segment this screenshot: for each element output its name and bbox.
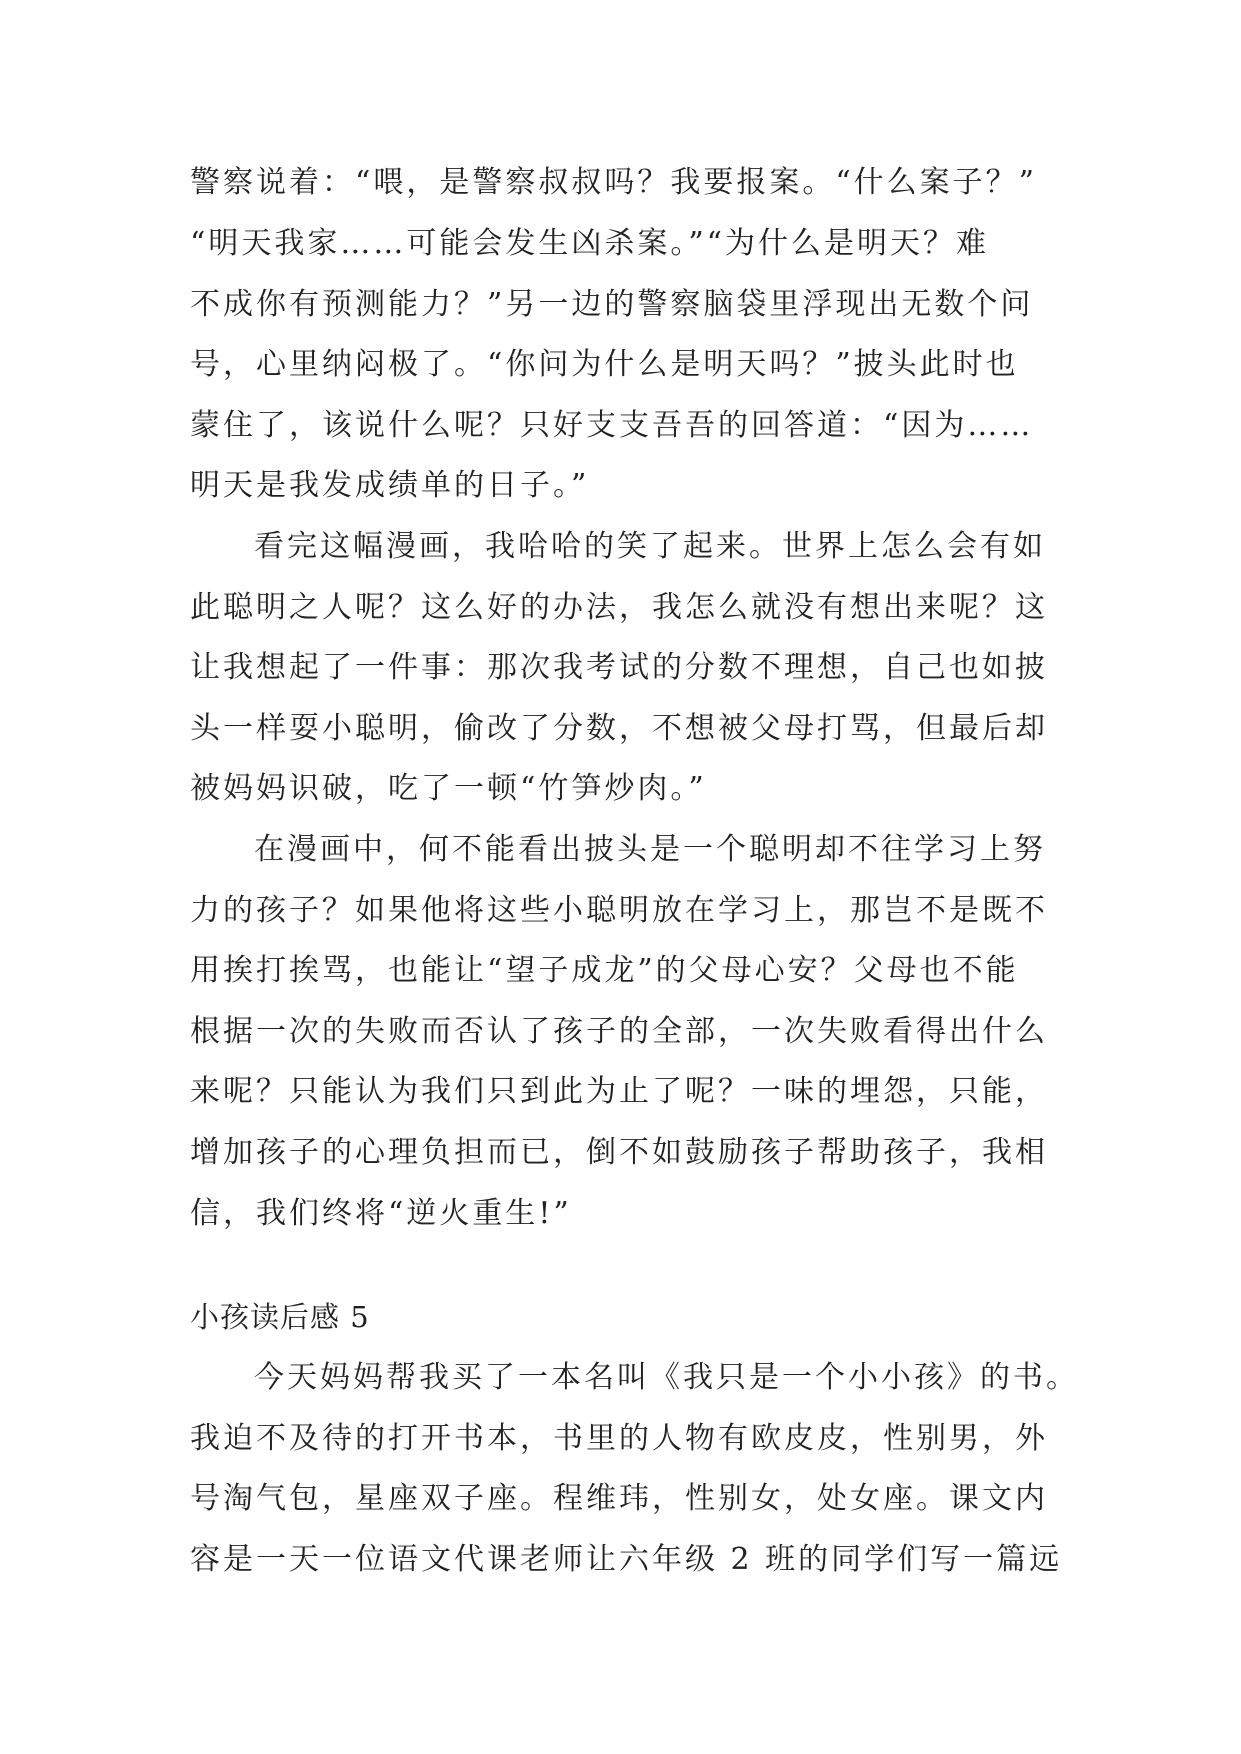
paragraph-line: 明天是我发成绩单的日子。” [190,468,590,503]
paragraph-line: 我迫不及待的打开书本，书里的人物有欧皮皮，性别男，外 [190,1421,1048,1456]
paragraph-line: 蒙住了，该说什么呢？只好支支吾吾的回答道：“因为…… [190,408,1034,443]
paragraph-line: 让我想起了一件事：那次我考试的分数不理想，自己也如披 [190,650,1048,685]
paragraph-line: 来呢？只能认为我们只到此为止了呢？一味的埋怨，只能， [190,1074,1048,1109]
paragraph-line: 被妈妈识破，吃了一顿“竹笋炒肉。” [190,771,707,806]
paragraph-line: 号，心里纳闷极了。“你问为什么是明天吗？”披头此时也 [190,347,1019,382]
paragraph-line: 头一样耍小聪明，偷改了分数，不想被父母打骂，但最后却 [190,711,1048,746]
paragraph-line: 看完这幅漫画，我哈哈的笑了起来。世界上怎么会有如 [254,529,1046,564]
paragraph-line: 容是一天一位语文代课老师让六年级 2 班的同学们写一篇远 [190,1542,1063,1577]
paragraph-line: 不成你有预测能力？”另一边的警察脑袋里浮现出无数个问 [190,287,1034,322]
paragraph-line: 增加孩子的心理负担而已，倒不如鼓励孩子帮助孩子，我相 [190,1135,1048,1170]
paragraph-line: 在漫画中，何不能看出披头是一个聪明却不往学习上努 [254,832,1046,867]
paragraph-line: 信，我们终将“逆火重生!” [190,1196,572,1231]
section-heading: 小孩读后感 5 [190,1300,370,1334]
paragraph-line: 号淘气包，星座双子座。程维玮，性别女，处女座。课文内 [190,1481,1048,1516]
paragraph-line: 此聪明之人呢？这么好的办法，我怎么就没有想出来呢？这 [190,590,1048,625]
paragraph-line: 今天妈妈帮我买了一本名叫《我只是一个小小孩》的书。 [254,1360,1079,1395]
paragraph-line: 用挨打挨骂，也能让“望子成龙”的父母心安？父母也不能 [190,953,1019,988]
paragraph-line: 根据一次的失败而否认了孩子的全部，一次失败看得出什么 [190,1014,1048,1049]
paragraph-line: 力的孩子？如果他将这些小聪明放在学习上，那岂不是既不 [190,893,1048,928]
paragraph-line: “明天我家……可能会发生凶杀案。”“为什么是明天？难 [190,226,990,261]
paragraph-line: 警察说着：“喂，是警察叔叔吗？我要报案。“什么案子？” [190,165,1038,200]
